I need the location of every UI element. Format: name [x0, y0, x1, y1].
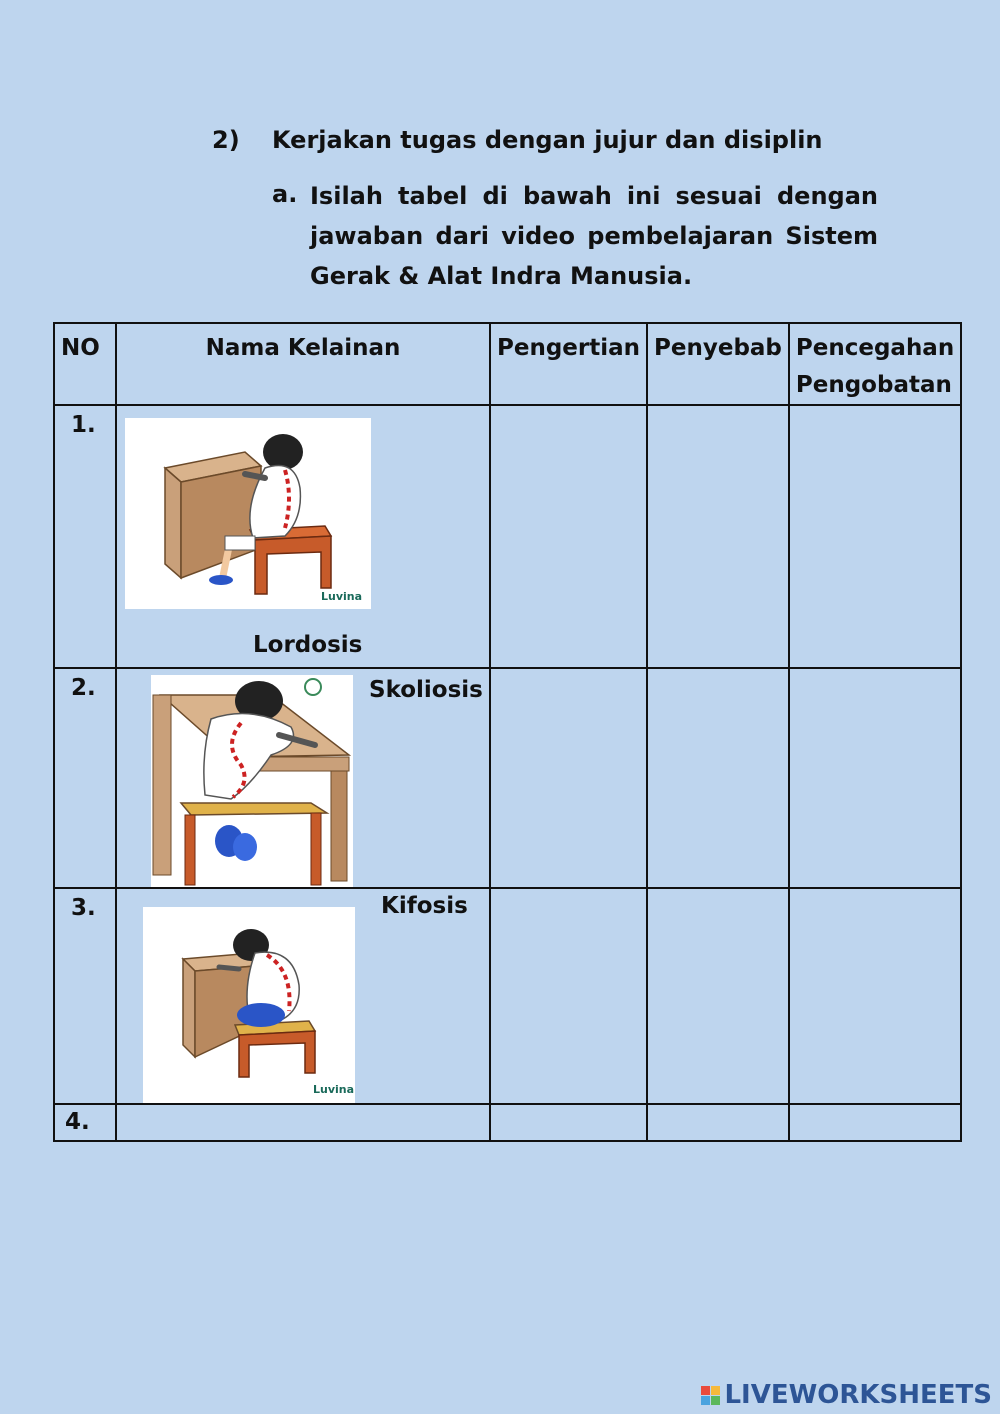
table-row [54, 668, 961, 888]
row-number: 1. [54, 405, 116, 668]
instruction-text: Kerjakan tugas dengan jujur dan disiplin [272, 126, 823, 154]
name-cell [116, 888, 490, 1104]
header-name: Nama Kelainan [116, 323, 490, 405]
image-brand: Luvina [321, 590, 363, 603]
prevention-cell[interactable] [789, 668, 961, 888]
cause-cell[interactable] [647, 668, 789, 888]
cause-cell[interactable] [647, 1104, 789, 1141]
row-number: 3. [54, 888, 116, 1104]
kifosis-illustration [143, 907, 355, 1103]
prevention-cell[interactable] [789, 888, 961, 1104]
header-prevention [789, 323, 961, 405]
definition-cell[interactable] [490, 668, 647, 888]
liveworksheets-logo-text: LIVEWORKSHEETS [724, 1380, 992, 1410]
prevention-cell[interactable] [789, 405, 961, 668]
disorder-name: Skoliosis [369, 677, 483, 703]
liveworksheets-logo[interactable] [701, 1380, 992, 1410]
prevention-cell[interactable] [789, 1104, 961, 1141]
lordosis-illustration [125, 418, 371, 609]
skoliosis-illustration [151, 675, 353, 887]
cause-cell[interactable] [647, 888, 789, 1104]
liveworksheets-logo-icon [701, 1386, 720, 1405]
name-cell [116, 668, 490, 888]
disorder-table [53, 322, 962, 1142]
table-header-row [54, 323, 961, 405]
table-row [54, 1104, 961, 1141]
header-cause: Penyebab [647, 323, 789, 405]
header-prevention-line2: Pengobatan [795, 372, 952, 398]
header-prevention-line1: Pencegahan [795, 335, 955, 361]
name-cell[interactable] [116, 1104, 490, 1141]
definition-cell[interactable] [490, 888, 647, 1104]
header-no: NO [54, 323, 116, 405]
header-definition: Pengertian [490, 323, 647, 405]
image-brand: Luvina [313, 1083, 355, 1096]
cause-cell[interactable] [647, 405, 789, 668]
definition-cell[interactable] [490, 1104, 647, 1141]
definition-cell[interactable] [490, 405, 647, 668]
name-cell [116, 405, 490, 668]
instruction-number: 2) [212, 126, 240, 154]
table-row [54, 405, 961, 668]
row-number: 2. [54, 668, 116, 888]
sub-instruction-text: Isilah tabel di bawah ini sesuai dengan jawaban dari video pembelajaran Sistem Gerak & Alat Indra Manusia. [310, 182, 878, 290]
table-row [54, 888, 961, 1104]
disorder-name: Lordosis [253, 632, 363, 658]
row-number: 4. [54, 1104, 116, 1141]
disorder-name: Kifosis [381, 893, 468, 919]
sub-instruction-letter: a. [272, 180, 298, 208]
